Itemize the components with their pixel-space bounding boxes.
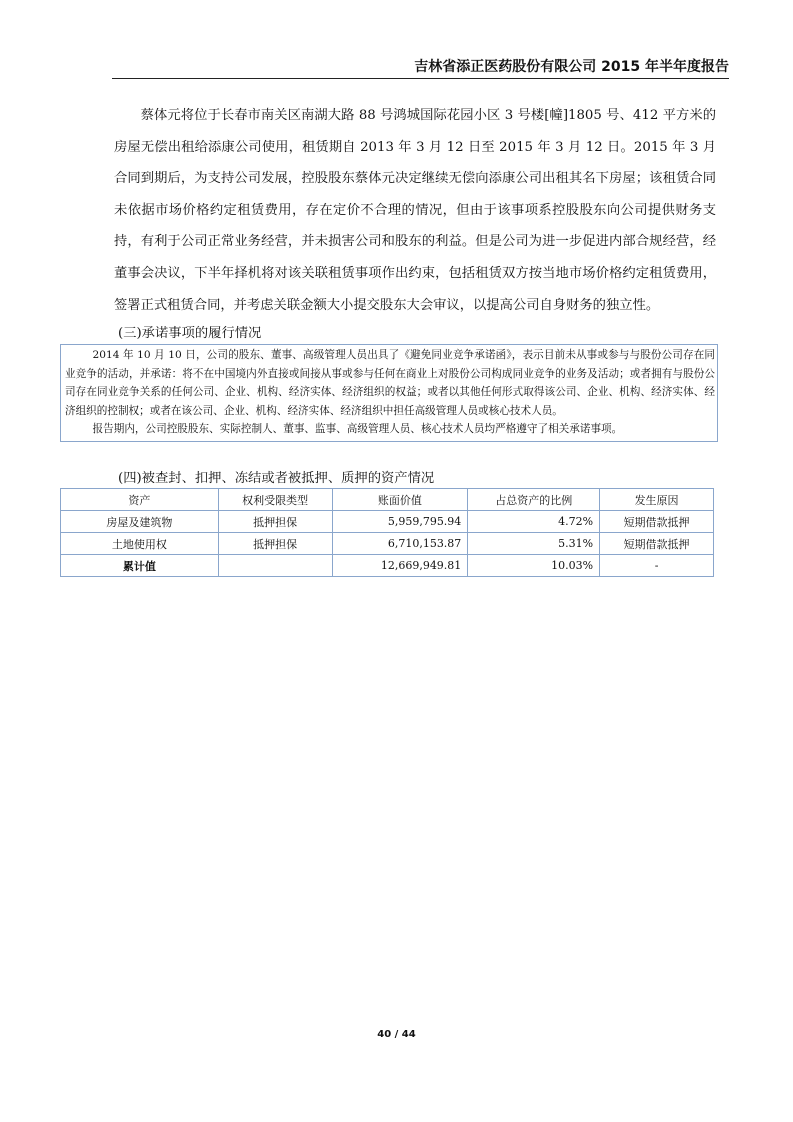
restriction-type-cell: 抵押担保: [218, 511, 332, 533]
commitment-statement: 2014 年 10 月 10 日，公司的股东、董事、高级管理人员出具了《避免同业竞争承诺函》，表示目前未从事或参与与股份公司存在同业竞争的活动，并承诺：将不在中国境内外直接或间接从事或参与任何在商业上对股份公司构成同业竞争的业务及活动；或者拥有与股份公司存在同业竞争关系的任何公司、企业、机构、经济实体、经济组织的权益；或者以其他任何形式取得该公司、企业、机构、经济实体、经济组织的控制权；或者在该公司、企业、机构、经济实体、经济组织中担任高级管理人员或核心技术人员。: [65, 349, 715, 417]
table-header-row: [61, 489, 714, 511]
report-header-title: 吉林省添正医药股份有限公司 2015 年半年度报告: [414, 59, 729, 75]
book-value-cell: 5,959,795.94: [332, 511, 468, 533]
asset-cell: 房屋及建筑物: [61, 511, 219, 533]
restricted-assets-section-title: (四)被查封、扣押、冻结或者被抵押、质押的资产情况: [118, 471, 435, 486]
reason-cell: 短期借款抵押: [600, 511, 714, 533]
header-cell-ratio: 占总资产的比例: [468, 489, 600, 511]
commitment-compliance: 报告期内，公司控股股东、实际控制人、董事、监事、高级管理人员、核心技术人员均严格遵守了相关承诺事项。: [92, 423, 623, 436]
commitments-section-title: (三)承诺事项的履行情况: [118, 326, 262, 341]
total-ratio-cell: 10.03%: [468, 555, 600, 577]
header-cell-restriction-type: 权利受限类型: [218, 489, 332, 511]
lease-paragraph: 蔡体元将位于长春市南关区南湖大路 88 号鸿城国际花园小区 3 号楼[幢]1805 号、412 平方米的房屋无偿出租给添康公司使用，租赁期自 2013 年 3 月 12 日至 2015 年 3 月 12 日。2015 年 3 月合同到期后，为支持公司发展，控股股东蔡体元决定继续无偿向添康公司出租其名下房屋；该租赁合同未依据市场价格约定租赁费用，存在定价不合理的情况，但由于该事项系控股股东向公司提供财务支持，有利于公司正常业务经营，并未损害公司和股东的利益。但是公司为进一步促进内部合规经营，经董事会决议，下半年择机将对该关联租赁事项作出约束，包括租赁双方按当地市场价格约定租赁费用，签署正式租赁合同，并考虑关联金额大小提交股东大会审议，以提高公司自身财务的独立性。: [114, 108, 716, 313]
table-row: [61, 533, 714, 555]
page-number: 40 / 44: [377, 1029, 416, 1040]
table-row: [61, 511, 714, 533]
header-divider: [112, 78, 729, 79]
restriction-type-cell: 抵押担保: [218, 533, 332, 555]
total-type-cell: [218, 555, 332, 577]
restricted-assets-table: [60, 488, 714, 577]
asset-cell: 土地使用权: [61, 533, 219, 555]
header-cell-reason: 发生原因: [600, 489, 714, 511]
total-label-cell: 累计值: [61, 555, 219, 577]
book-value-cell: 6,710,153.87: [332, 533, 468, 555]
header-cell-asset: 资产: [61, 489, 219, 511]
total-reason-cell: -: [600, 555, 714, 577]
total-book-value-cell: 12,669,949.81: [332, 555, 468, 577]
commitments-box: [60, 344, 718, 442]
ratio-cell: 5.31%: [468, 533, 600, 555]
header-cell-book-value: 账面价值: [332, 489, 468, 511]
table-total-row: [61, 555, 714, 577]
reason-cell: 短期借款抵押: [600, 533, 714, 555]
ratio-cell: 4.72%: [468, 511, 600, 533]
